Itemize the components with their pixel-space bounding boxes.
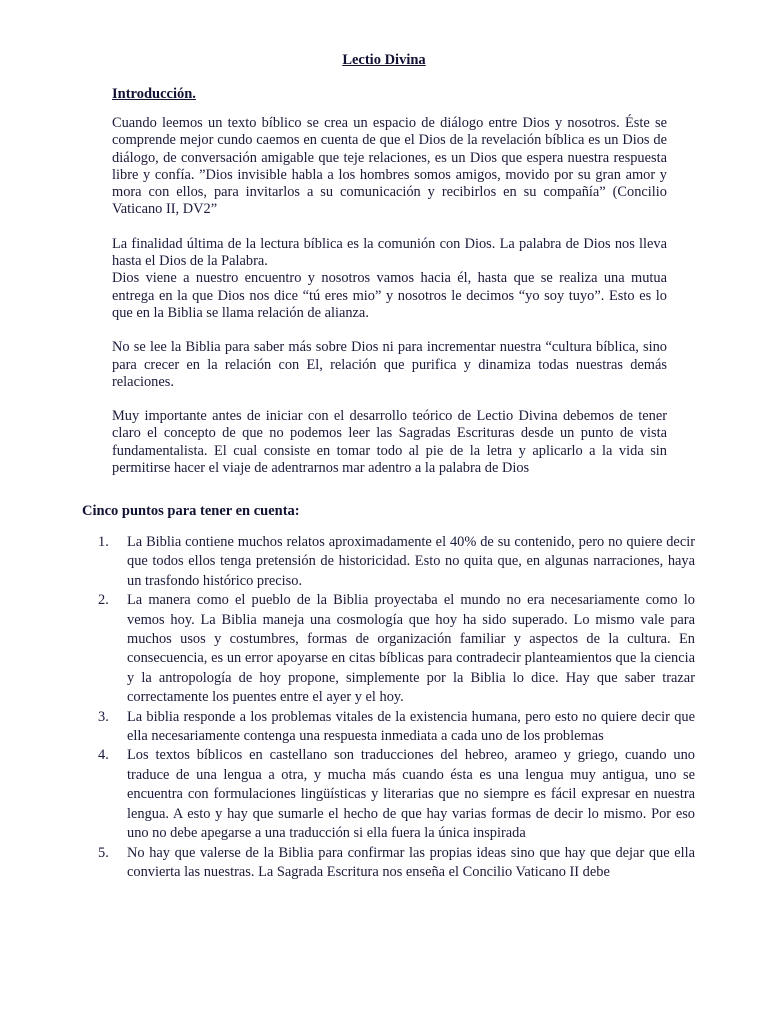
points-list [98,533,695,882]
list-item-point-5 [98,844,695,883]
point-number: 3. [98,708,109,725]
points-section-heading: Cinco puntos para tener en cuenta: [82,503,300,519]
point-number: 1. [98,534,109,550]
intro-paragraph-2: La finalidad última de la lectura bíblica es la comunión con Dios. La palabra de Dios nos lleva hasta el Dios de la Palabra. Dios viene a nuestro encuentro y nosotros vamos hacia él, hasta que se realiza una mutua entrega en la que Dios nos dice “tú eres mio” y nosotros le decimos “yo soy tuyo”. Esto es lo que en la Biblia se llama relación de alianza. [112,235,667,321]
intro-paragraph-1: Cuando leemos un texto bíblico se crea un espacio de diálogo entre Dios y nosotros. Éste se comprende mejor cundo caemos en cuenta de que el Dios de la revelación bíblica es un Dios de diálogo, de conversación amigable que teje relaciones, es un Dios que espera nuestra respuesta libre y confía. ”Dios invisible habla a los hombres somos amigos, movido por su gran amor y mora con ellos, para invitarlos a su comunicación y recibirlos en su compañía” (Concilio Vaticano II, DV2” [112,115,667,218]
introduction-heading: Introducción. [112,86,196,102]
document-title: Lectio Divina [342,52,426,68]
list-item-point-4 [98,746,695,843]
intro-paragraph-3: No se lee la Biblia para saber más sobre Dios ni para incrementar nuestra “cultura bíblica, sino para crecer en la relación con El, relación que purifica y dinamiza todas nuestras demás relaciones. [112,339,667,390]
list-item-point-2 [98,591,695,707]
list-item-point-3 [98,708,695,747]
point-number: 4. [98,747,109,764]
introduction-section [112,86,667,494]
intro-paragraph-4: Muy importante antes de iniciar con el desarrollo teórico de Lectio Divina debemos de tener claro el concepto de que no podemos leer las Sagradas Escrituras desde un punto de vista fundamentalista. El cual consiste en tomar todo al pie de la letra y aplicarlo a la vida sin permitirse hacer el viaje de adentrarnos mar adentro a la palabra de Dios [112,408,667,477]
list-item-point-1 [98,533,695,591]
point-text: La Biblia contiene muchos relatos aproximadamente el 40% de su contenido, pero no quiere decir que todos ellos tenga pretensión de historicidad. Esto no quita que, en algunas narraciones, haya un trasfondo histórico preciso. [127,534,695,589]
point-number: 5. [98,844,109,861]
point-text: La biblia responde a los problemas vitales de la existencia humana, pero esto no quiere decir que ella necesariamente contenga una respuesta inmediata a cada uno de los problemas [127,708,695,745]
point-text: Los textos bíblicos en castellano son traducciones del hebreo, arameo y griego, cuando uno traduce de una lengua a otra, y mucha más cuando ésta es una lengua muy antigua, uno se encuentra con formulaciones lingüísticas y literarias que no siempre es fácil expresar en nuestra lengua. A esto y hay que sumarle el hecho de que hay varias formas de decir lo mismo. Por eso uno no debe apegarse a una traducción si ella fuera la única inspirada [127,747,695,842]
point-number: 2. [98,592,109,609]
point-text: No hay que valerse de la Biblia para confirmar las propias ideas sino que hay que dejar que ella convierta las nuestras. La Sagrada Escritura nos enseña el Concilio Vaticano II debe [127,844,695,880]
point-text: La manera como el pueblo de la Biblia proyectaba el mundo no era necesariamente como lo vemos hoy. La Biblia maneja una cosmología que hoy ha sido superado. Lo mismo vale para muchos usos y costumbres, formas de organización familiar y aspectos de la cultura. En consecuencia, es un error apoyarse en citas bíblicas para contradecir planteamientos que la ciencia y la antropología de hoy propone, simplemente por la Biblia lo dice. Hay que saber trazar correctamente los puentes entre el ayer y el hoy. [127,592,695,706]
